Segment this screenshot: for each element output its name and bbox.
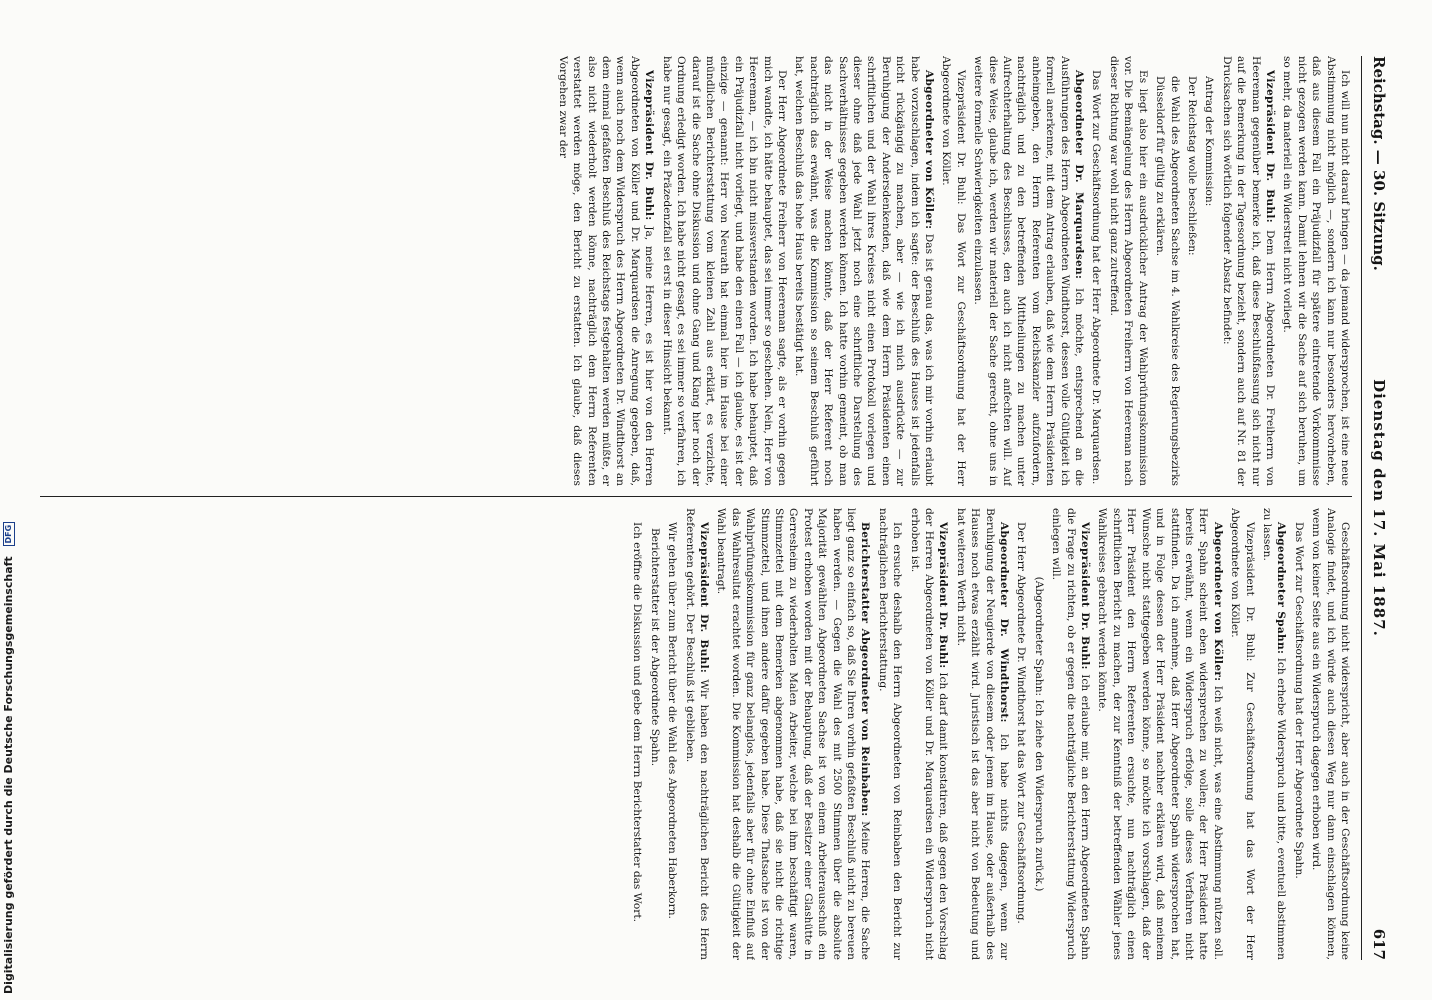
paragraph: [1185, 56, 1199, 486]
paragraph-text: Das Wort zur Geschäftsordnung hat der Herr Abgeordnete Dr. Marquardsen.: [1090, 70, 1103, 485]
page-header: [1366, 56, 1392, 960]
paragraph-text: Ich will nun nicht darauf bringen — da jemand widersprochen, ist eine neue Abstimmung nicht möglich —, sondern ich kann nur besonders hervorheben, daß aus diesem Fall ein Präjudizfall für spätere eintretende Vorkommnisse nicht gezogen werden kann. Damit lehnen wir die Sache auf sich beruhen, um so mehr, da materiell ein Widerstreit nicht vorliegt.: [1281, 56, 1351, 486]
paragraph: [659, 56, 789, 486]
paragraph: [875, 508, 904, 960]
paragraph-text: Dem Herrn Abgeordneten Dr. Freiherrn von Heereman gegenüber bemerke ich, daß diese Beschlußfassung sich nicht nur auf die Bemerkung in der Tagesordnung bezieht, sondern auch auf Nr. 81 der Drucksachen sich wörtlich folgender Absatz befindet:: [1220, 56, 1276, 486]
paragraph-text: die Wahl des Abgeordneten Sachse im 4. Wahlkreise des Regierungsbezirks Düsseldorf für gültig zu erklären.: [1154, 76, 1181, 486]
paragraph-text: Antrag der Kommission:: [1203, 76, 1216, 207]
speaker-name: Abgeordneter Spahn:: [1275, 522, 1288, 655]
paragraph: [1228, 508, 1257, 960]
paragraph: [1095, 508, 1225, 960]
paragraph: [1049, 508, 1092, 960]
paragraph: [1107, 56, 1150, 486]
paragraph-text: Ich weiß nicht, was eine Abstimmung nützen soll. Herr Spahn scheint eben widersprechen zu wollen; der Herr Präsident hatte bereits erwähnt, wenn ein Widerspruch erfolge, solle dieses Verfahren nicht stattfinden. Da ich annehme, daß Herr Abgeordneter Spahn widersprochen hat, und in Folge dessen der Herr Präsident nachher erklären wird, daß meinem Wunsche nicht stattgegeben werden könne, so möchte ich vorschlagen, daß der Herr Präsident den Herrn Referenten ersuchte, nun nachträglich einen schriftlichen Bericht zu machen, der zur Kenntniß der betreffenden Wähler jenes Wahlkreises gebracht werden könnte.: [1096, 508, 1224, 960]
paragraph-text: Vizepräsident Dr. Buhl: Zur Geschäftsordnung hat das Wort der Herr Abgeordnete von Köller.: [1229, 508, 1256, 960]
header-date: Dienstag den 17. Mai 1887.: [1370, 379, 1388, 637]
paragraph: [647, 508, 661, 960]
paragraph: [1031, 508, 1045, 960]
paragraph-text: Wir gehen über zum Bericht über die Wahl des Abgeordneten Haberkorn.: [666, 522, 679, 919]
paragraph-text: Ich eröffne die Diskussion und gebe dem Herrn Berichterstatter das Wort.: [631, 522, 644, 922]
paragraph: [971, 56, 1086, 486]
paragraph: [1309, 508, 1352, 960]
speaker-name: Vizepräsident Dr. Buhl:: [643, 70, 656, 221]
speaker-name: Abgeordneter von Köller:: [923, 70, 936, 230]
paragraph-text: Ich erlaube mir, an den Herrn Abgeordneten Spahn die Frage zu richten, ob er gegen die nachträgliche Berichterstattung Widerspruch einlegen will.: [1050, 508, 1092, 960]
header-session: Reichstag. — 30. Sitzung.: [1370, 56, 1388, 271]
paragraph: [1089, 56, 1103, 486]
paragraph-text: Ich ersuche deshalb den Herrn Abgeordneten von Reinbaben den Bericht zur nachträglichen Berichterstattung.: [876, 508, 904, 960]
paragraph-text: Geschäftsordnung nicht widerspricht, aber auch in der Geschäftsordnung keine Analogie findet, und ich würde auch diesen Weg nur dann einschlagen können, wenn von keiner Seite aus ein Widerspruch dagegen erhoben wird.: [1310, 508, 1351, 960]
paragraph-text: Ja, meine Herren, es ist hier von den Herren Abgeordneten von Köller und Dr. Marquardsen die Anregung gegeben, daß, wenn auch noch dem Widerspruch des Herrn Abgeordneten Dr. Windthorst an dem einmal gefaßten Beschluß des Reichstags festgehalten werden müßte, er also nicht wiederholt werden könne, nachträglich dem Herrn Referenten verstattet werden möge, den Bericht zu erstatten. Ich glaube, daß dieses Vorgehen zwar der: [556, 56, 656, 486]
right-column: [40, 508, 1352, 960]
paragraph: [665, 508, 679, 960]
paragraph: [1202, 56, 1216, 486]
paragraph: [714, 508, 872, 960]
paragraph-text: Der Herr Abgeordnete Freiherr von Heereman sagte, als er vorhin gegen mich wandte, ich hätte behauptet, das sei immer so geschehen. Nein, Herr von Heereman, — ich bin nicht missverstanden worden. Ich habe behauptet, daß ein Präjudizfall nicht vorliegt, und habe den einen Fall — ich glaube, es ist der einzige — genannt: Herr von Neurath hat einmal hier im Hause bei einer mündlichen Berichterstattung vom kleinen Zahl aus erklärt, es verzichte, darauf ist die Sache ohne Diskussion und ohne Gang und Klang hier noch der Ordnung erledigt worden. Ich habe nicht gesagt, es sei immer so verfahren, ich habe nur gesagt, ein Präzedenzfall sei erst in dieser Hinsicht bekannt.: [660, 56, 788, 486]
paragraph-text: Ich habe nichts dagegen, wenn zur Beruhigung der Neugierde von diesem oder jenem im Hause, oder außerhalb des Hauses noch etwas erzählt wird. Juristisch ist das aber nicht von Bedeutung und hat weiteren Werth nicht.: [954, 508, 1011, 960]
paragraph: [1014, 508, 1028, 960]
paragraph: [953, 508, 1011, 960]
paragraph-text: Es liegt also hier ein ausdrücklicher Antrag der Wahlprüfungskommission vor. Die Bemängelung des Herrn Abgeordneten Freiherrn von Heereman nach dieser Richtung war wohl nicht ganz zutreffend.: [1107, 56, 1149, 486]
paragraph: [1219, 56, 1277, 486]
paragraph: [1280, 56, 1352, 486]
speaker-name: Abgeordneter Dr. Marquardsen:: [1073, 70, 1086, 280]
paragraph-text: (Abgeordneter Spahn: Ich ziehe den Widerspruch zurück.): [1032, 576, 1045, 892]
column-divider: [40, 496, 1352, 497]
paragraph: [630, 508, 644, 960]
paragraph: [1153, 56, 1182, 486]
speaker-name: Vizepräsident Dr. Buhl:: [1079, 522, 1092, 670]
paragraph: [1291, 508, 1305, 960]
left-column: [40, 56, 1352, 486]
paragraph: [555, 56, 656, 486]
paragraph-text: Ich darf damit konstatiren, daß gegen den Vorschlag der Herren Abgeordneten von Köller und Dr. Marquardsen ein Widerspruch nicht erhoben ist.: [908, 508, 950, 960]
speaker-name: Abgeordneter Dr. Windthorst:: [998, 522, 1011, 723]
speaker-name: Abgeordneter von Köller:: [1211, 522, 1224, 682]
paragraph-text: Der Reichstag wolle beschließen:: [1185, 76, 1198, 256]
paragraph-text: Berichterstatter ist der Abgeordnete Spahn.: [648, 528, 661, 767]
speaker-name: Vizepräsident Dr. Buhl:: [697, 522, 710, 674]
paragraph-text: Das ist genau das, was ich mir vorhin erlaubt habe vorzuschlagen, indem ich sagte: der Beschluß des Hauses ist jedenfalls nicht rückgängig zu machen, aber — wie ich mich ausdrückte — zur Beruhigung der Andersdenkenden, daß wie dem Herrn Präsidenten einen schriftlichen und der Wahl ihres Kreises nicht einen Protokoll vorlegen und dieser ohne daß jede Wahl jetzt noch eine schriftliche Darstellung des Sachverhältnisses gegeben werden können. Ich hatte vorhin gemeint, ob man das nicht in der Weise machen könnte, daß der Herr Referent noch nachträglich das erwähnt, was die Kommission so seinem Beschluß geführt hat, welchen Beschluß das hohe Haus bereits bestätigt hat.: [793, 56, 936, 486]
speaker-name: Berichterstatter Abgeordneter von Reinbaben:: [859, 522, 872, 817]
paragraph: [907, 508, 950, 960]
digitization-credit: [0, 0, 18, 1000]
dfg-logo-icon: DFG: [3, 522, 15, 547]
paragraph: [682, 508, 711, 960]
paragraph-text: Ich erhebe Widerspruch und bitte, eventuell abstimmen zu lassen.: [1260, 508, 1288, 960]
paragraph-text: Vizepräsident Dr. Buhl: Das Wort zur Geschäftsordnung hat der Herr Abgeordnete von Köller.: [940, 56, 967, 486]
paragraph-text: Das Wort zur Geschäftsordnung hat der Herr Abgeordnete Spahn.: [1292, 522, 1305, 879]
paragraph-text: Meine Herren, die Sache liegt ganz so einfach so, daß Sie Ihren vorhin gefaßten Beschluß nicht zu bereuen haben werden. — Gegen die Wahl des mit 2500 Stimmen über die absolute Majorität gewählten Abgeordneten Sachse ist von einem Arbeiterausschuß ein Protest erhoben worden mit der Behauptung, daß der Besitzer einer Glashütte in Gerresheim zu wiederholten Malen Arbeiter, welche bei ihm beschäftigt waren, Stimmzettel mit dem Bemerken abgenommen habe, daß sie nicht die richtige Stimmzettel, und ihnen andere dafür gegeben habe. Diese Thatsache ist von der Wahlprüfungskommission für ganz belanglos, jedenfalls aber für ohne Einfluß auf das Wahlresultat erachtet worden. Die Kommission hat deshalb die Gültigkeit der Wahl beantragt.: [715, 508, 872, 960]
credit-text: Digitalisierung gefördert durch die Deutsche Forschungsgemeinschaft: [2, 556, 15, 994]
paragraph: [939, 56, 968, 486]
header-divider: [1361, 56, 1362, 960]
paragraph-text: Ich möchte, entsprechend an die Ausführungen des Herrn Abgeordneten Windthorst, dessen volle Gültigkeit ich formell anerkenne, mit dem Antrag erlauben, daß wie dem Herrn Präsidenten anheimgeben, den Herrn Referenten vom Reichskanzler aufzufordern, nachträglich und zu den betreffenden Mittheilungen zu machen unter Aufrechterhaltung des Beschlusses, den auch ich nicht anfechten will. Auf diese Weise, glaube ich, werden wir materiell der Sache gerecht, ohne uns in weitere formelle Schwierigkeiten einzulassen.: [972, 56, 1086, 486]
paragraph: [792, 56, 936, 486]
speaker-name: Vizepräsident Dr. Buhl:: [937, 522, 950, 669]
paragraph-text: Der Herr Abgeordnete Dr. Windthorst hat das Wort zur Geschäftsordnung.: [1015, 522, 1028, 924]
paragraph-text: Wir haben den nachträglichen Bericht des Herrn Referenten gehört. Der Beschluß ist geblieben.: [683, 508, 710, 960]
paragraph: [1260, 508, 1289, 960]
speaker-name: Vizepräsident Dr. Buhl:: [1263, 70, 1276, 223]
page-number: 617: [1370, 928, 1388, 960]
